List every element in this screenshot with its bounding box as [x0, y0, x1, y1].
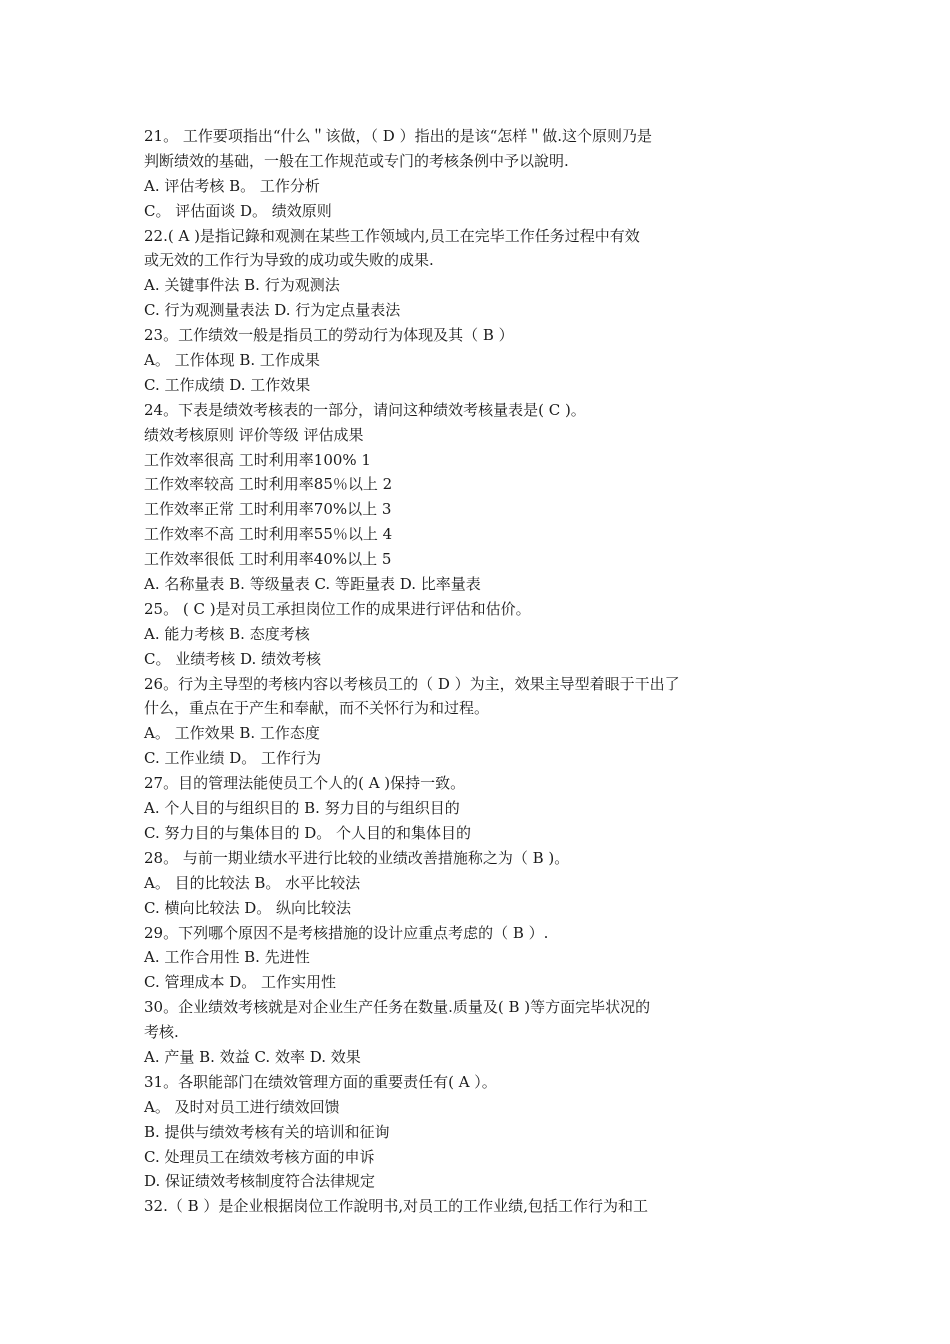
text-line: 29。下列哪个原因不是考核措施的设计应重点考虑的（ B ）. [144, 923, 549, 942]
text-line: 什么，重点在于产生和奉献，而不关怀行为和过程。 [144, 699, 490, 718]
text-line: C. 努力目的与集体目的 D。 个人目的和集体目的 [144, 823, 472, 842]
text-line: 22.( A )是指记錄和观测在某些工作领域内,员工在完毕工作任务过程中有效 [144, 226, 640, 245]
text-line: A. 产量 B. 效益 C. 效率 D. 效果 [144, 1047, 361, 1066]
text-line: A。 工作效果 B. 工作态度 [144, 724, 320, 743]
text-line: 27。目的管理法能使员工个人的( A )保持一致。 [144, 774, 466, 793]
text-line: A。 及时对员工进行绩效回馈 [144, 1097, 340, 1116]
text-line: 工作效率很高 工时利用率100% 1 [144, 450, 371, 469]
text-line: 工作效率很低 工时利用率40%以上 5 [144, 550, 392, 569]
text-line: 26。行为主导型的考核内容以考核员工的（ D ）为主，效果主导型着眼于干出了 [144, 674, 680, 693]
text-line: 21。 工作要项指出“什么＂该做，（ D ）指出的是该“怎样＂做.这个原则乃是 [144, 127, 653, 145]
text-line: 考核. [144, 1023, 179, 1042]
text-line: 24。下表是绩效考核表的一部分，请问这种绩效考核量表是( C )。 [144, 400, 586, 419]
text-line: 工作效率较高 工时利用率85％以上 2 [144, 475, 393, 494]
text-line: 或无效的工作行为导致的成功或失败的成果. [144, 251, 434, 270]
text-line: C. 管理成本 D。 工作实用性 [144, 973, 337, 992]
text-line: C。 评估面谈 D。 绩效原则 [144, 201, 332, 220]
text-line: 绩效考核原则 评价等级 评估成果 [144, 425, 364, 444]
document-body [144, 124, 804, 1219]
text-line: C. 横向比较法 D。 纵向比较法 [144, 898, 352, 917]
text-line: C. 行为观测量表法 D. 行为定点量表法 [144, 301, 401, 320]
text-line: 25。 ( C )是对员工承担岗位工作的成果进行评估和估价。 [144, 599, 531, 618]
text-line: A。 目的比较法 B。 水平比较法 [144, 873, 361, 892]
text-line: C。 业绩考核 D. 绩效考核 [144, 649, 322, 668]
text-line: 工作效率不高 工时利用率55％以上 4 [144, 525, 393, 544]
text-line: A. 关键事件法 B. 行为观测法 [144, 276, 340, 295]
text-line: 32.（ B ）是企业根据岗位工作說明书,对员工的工作业绩,包括工作行为和工 [144, 1197, 648, 1216]
text-line: A. 能力考核 B. 态度考核 [144, 624, 310, 643]
text-line: 工作效率正常 工时利用率70%以上 3 [144, 500, 392, 519]
text-line: 23。工作绩效一般是指员工的勞动行为体现及其（ B ） [144, 326, 514, 345]
text-line: C. 处理员工在绩效考核方面的申诉 [144, 1147, 375, 1166]
text-line: A。 工作体现 B. 工作成果 [144, 351, 320, 370]
text-line: A. 名称量表 B. 等级量表 C. 等距量表 D. 比率量表 [144, 575, 481, 594]
text-line: A. 工作合用性 B. 先进性 [144, 948, 310, 967]
text-line: C. 工作业绩 D。 工作行为 [144, 749, 322, 768]
text-line: 28。 与前一期业绩水平进行比较的业绩改善措施称之为（ B )。 [144, 848, 570, 867]
text-line: 31。各职能部门在绩效管理方面的重要责任有( A ）。 [144, 1072, 497, 1091]
text-line: A. 个人目的与组织目的 B. 努力目的与组织目的 [144, 799, 460, 818]
text-line: D. 保证绩效考核制度符合法律规定 [144, 1172, 376, 1191]
text-line: C. 工作成绩 D. 工作效果 [144, 375, 311, 394]
text-line: A. 评估考核 B。 工作分析 [144, 176, 320, 195]
text-line: 判断绩效的基础，一般在工作规范或专门的考核条例中予以說明. [144, 151, 569, 170]
text-line: B. 提供与绩效考核有关的培训和征询 [144, 1122, 390, 1141]
text-line: 30。企业绩效考核就是对企业生产任务在数量.质量及( B )等方面完毕状况的 [144, 998, 651, 1017]
